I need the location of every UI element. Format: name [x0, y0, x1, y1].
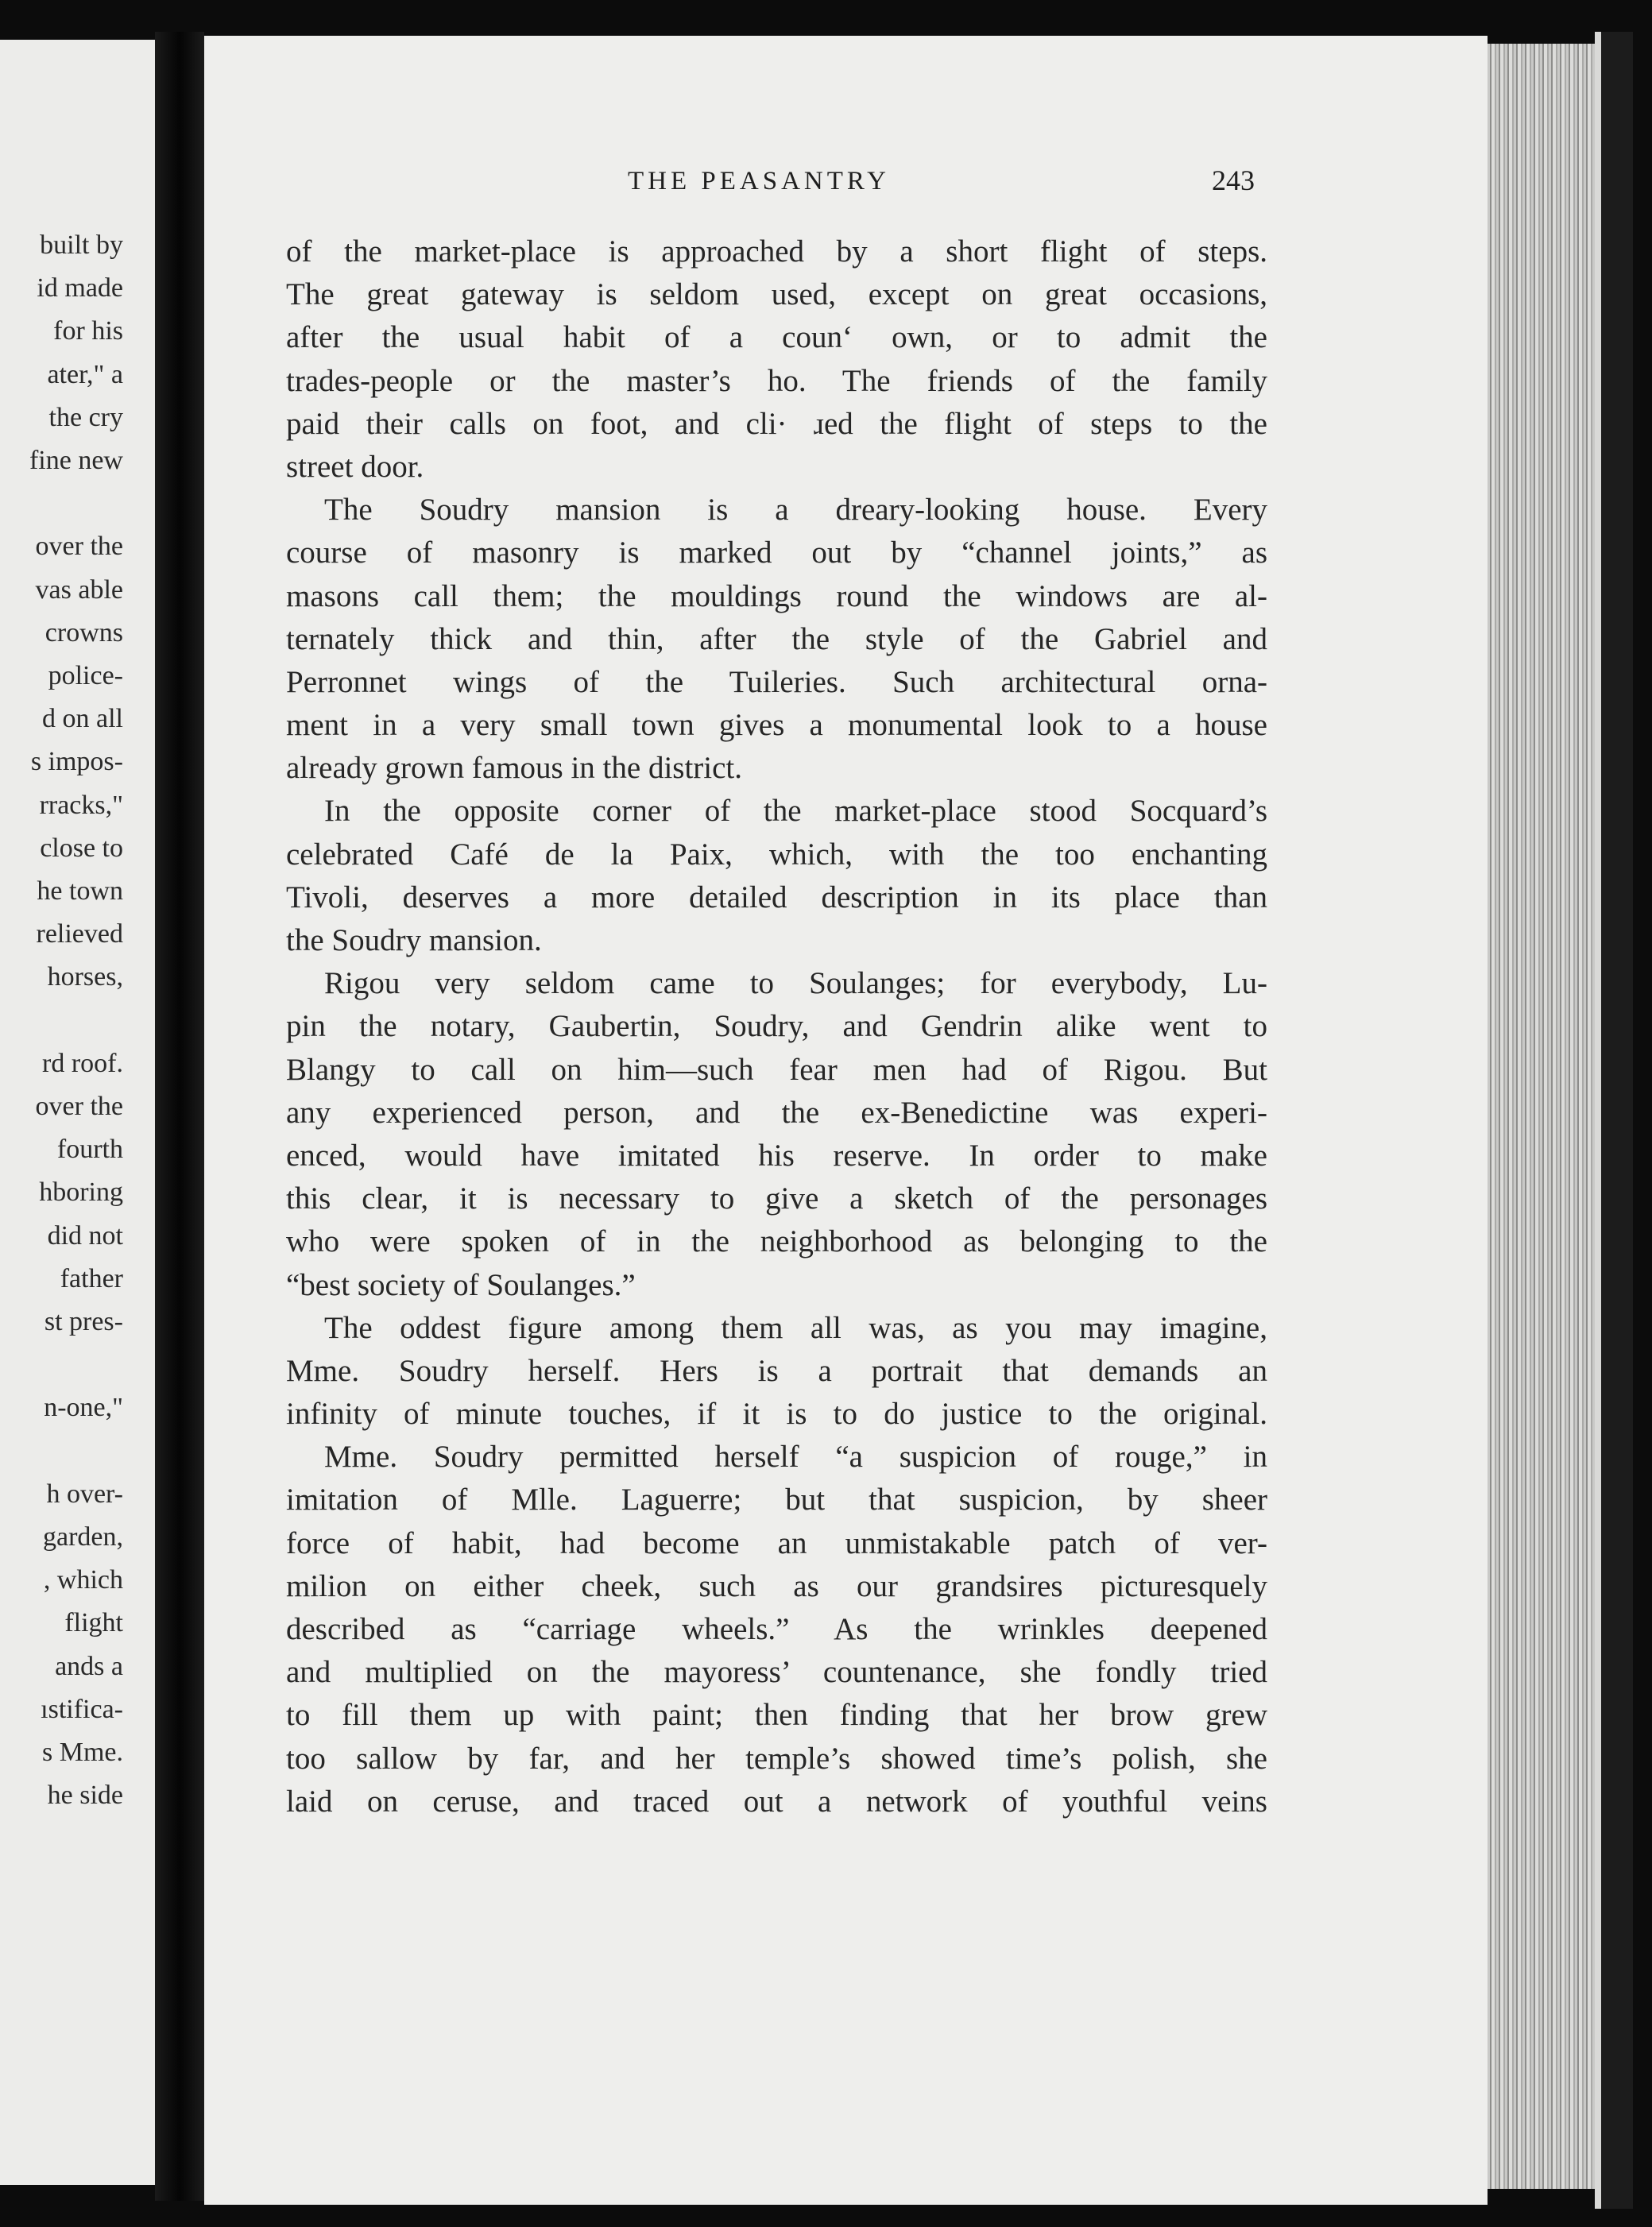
body-line: milion on either cheek, such as our grandsires picturesquely — [286, 1568, 1267, 1603]
body-line: pin the notary, Gaubertin, Soudry, and Gendrin alike went to — [286, 1009, 1267, 1044]
body-line: course of masonry is marked out by “channel joints,” as — [286, 535, 1267, 570]
body-line: this clear, it is necessary to give a sketch of the personages — [286, 1181, 1267, 1216]
body-line: The oddest figure among them all was, as you may imagine, — [324, 1310, 1267, 1345]
body-line: Tivoli, deserves a more detailed description in its place than — [286, 880, 1267, 914]
left-page-line: horses, — [47, 962, 123, 992]
left-page-line: built by — [40, 230, 123, 260]
body-line: imitation of Mlle. Laguerre; but that suspicion, by sheer — [286, 1483, 1267, 1518]
page-edges — [1488, 44, 1595, 2189]
body-line: any experienced person, and the ex-Benedictine was experi- — [286, 1095, 1267, 1130]
left-page-line: ands a — [55, 1651, 123, 1681]
body-line: In the opposite corner of the market-place stood Socquard’s — [324, 794, 1267, 829]
left-page-line: , which — [43, 1565, 123, 1595]
left-page-line: s impos- — [30, 747, 123, 777]
left-page-line: vas able — [35, 574, 123, 605]
left-page-line: rd roof. — [42, 1048, 123, 1078]
left-page-line: over the — [35, 1092, 123, 1121]
left-page-line: ıstifica- — [41, 1694, 123, 1724]
body-line: after the usual habit of a coun‘ own, or to admit the — [286, 320, 1267, 355]
left-page-line: d on all — [42, 704, 123, 734]
left-page-line: n-one," — [44, 1393, 123, 1423]
left-page-line: flight — [64, 1608, 123, 1638]
book-cover-edge — [1595, 32, 1633, 2209]
body-line: Blangy to call on him—such fear men had of Rigou. But — [286, 1052, 1267, 1087]
body-line: ment in a very small town gives a monumental look to a house — [286, 708, 1267, 743]
body-line: and multiplied on the mayoress’ countenance, she fondly tried — [286, 1655, 1267, 1690]
left-page-line: s Mme. — [42, 1738, 123, 1767]
body-line: celebrated Café de la Paix, which, with the too enchanting — [286, 837, 1267, 872]
body-line: trades-people or the master’s ho. The friends of the family — [286, 363, 1267, 398]
body-line: enced, would have imitated his reserve. In order to make — [286, 1138, 1267, 1173]
body-line: described as “carriage wheels.” As the wrinkles deepened — [286, 1612, 1267, 1646]
left-page-line: fourth — [56, 1135, 123, 1165]
body-line: to fill them up with paint; then finding that her brow grew — [286, 1698, 1267, 1733]
body-line: “best society of Soulanges.” — [286, 1267, 636, 1302]
left-facing-page — [0, 40, 155, 2185]
page-number: 243 — [1212, 164, 1255, 196]
body-line: too sallow by far, and her temple’s showed time’s polish, she — [286, 1741, 1267, 1776]
body-line: The Soudry mansion is a dreary-looking house. Every — [324, 493, 1267, 528]
body-line: already grown famous in the district. — [286, 751, 743, 786]
left-page-line: relieved — [36, 919, 123, 949]
body-line: paid their calls on foot, and cli· ɹed the flight of steps to the — [286, 406, 1267, 441]
left-page-line: the cry — [48, 402, 123, 432]
left-page-line: rracks," — [39, 790, 123, 820]
body-line: ternately thick and thin, after the style of the Gabriel and — [286, 621, 1267, 656]
left-page-line: ater," a — [47, 359, 123, 389]
left-page-line: hboring — [39, 1177, 123, 1208]
body-line: Mme. Soudry herself. Hers is a portrait that demands an — [286, 1353, 1267, 1388]
left-page-line: he side — [47, 1780, 123, 1811]
book-gutter — [155, 32, 204, 2201]
body-line: force of habit, had become an unmistakable patch of ver- — [286, 1525, 1267, 1560]
body-line: street door. — [286, 449, 424, 484]
left-page-line: st pres- — [44, 1307, 123, 1336]
body-text — [286, 230, 1267, 1823]
body-line: Rigou very seldom came to Soulanges; for everybody, Lu- — [324, 966, 1267, 1001]
body-line: who were spoken of in the neighborhood as belonging to the — [286, 1224, 1267, 1259]
body-line: of the market-place is approached by a short flight of steps. — [286, 234, 1267, 269]
left-page-line: id made — [37, 273, 123, 304]
left-page-line: for his — [53, 316, 123, 346]
body-line: the Soudry mansion. — [286, 923, 542, 957]
body-line: masons call them; the mouldings round the windows are al- — [286, 578, 1267, 613]
left-page-line: h over- — [46, 1479, 123, 1509]
left-page-line: fine new — [29, 446, 123, 475]
left-page-line: garden, — [42, 1522, 123, 1552]
left-page-line: over the — [35, 532, 123, 562]
body-line: laid on ceruse, and traced out a network of youthful veins — [286, 1784, 1267, 1819]
left-page-line: did not — [47, 1220, 123, 1251]
body-line: Mme. Soudry permitted herself “a suspicion of rouge,” in — [324, 1440, 1267, 1475]
left-page-line: police- — [48, 661, 123, 690]
body-line: Perronnet wings of the Tuileries. Such architectural orna- — [286, 664, 1267, 699]
body-line: The great gateway is seldom used, except on great occasions, — [286, 277, 1267, 312]
body-line: infinity of minute touches, if it is to do justice to the original. — [286, 1397, 1267, 1432]
running-title: THE PEASANTRY — [628, 167, 890, 195]
left-page-line: close to — [40, 833, 123, 863]
left-page-line: he town — [37, 876, 123, 906]
left-page-line: crowns — [44, 617, 123, 648]
left-page-line: father — [60, 1263, 123, 1293]
